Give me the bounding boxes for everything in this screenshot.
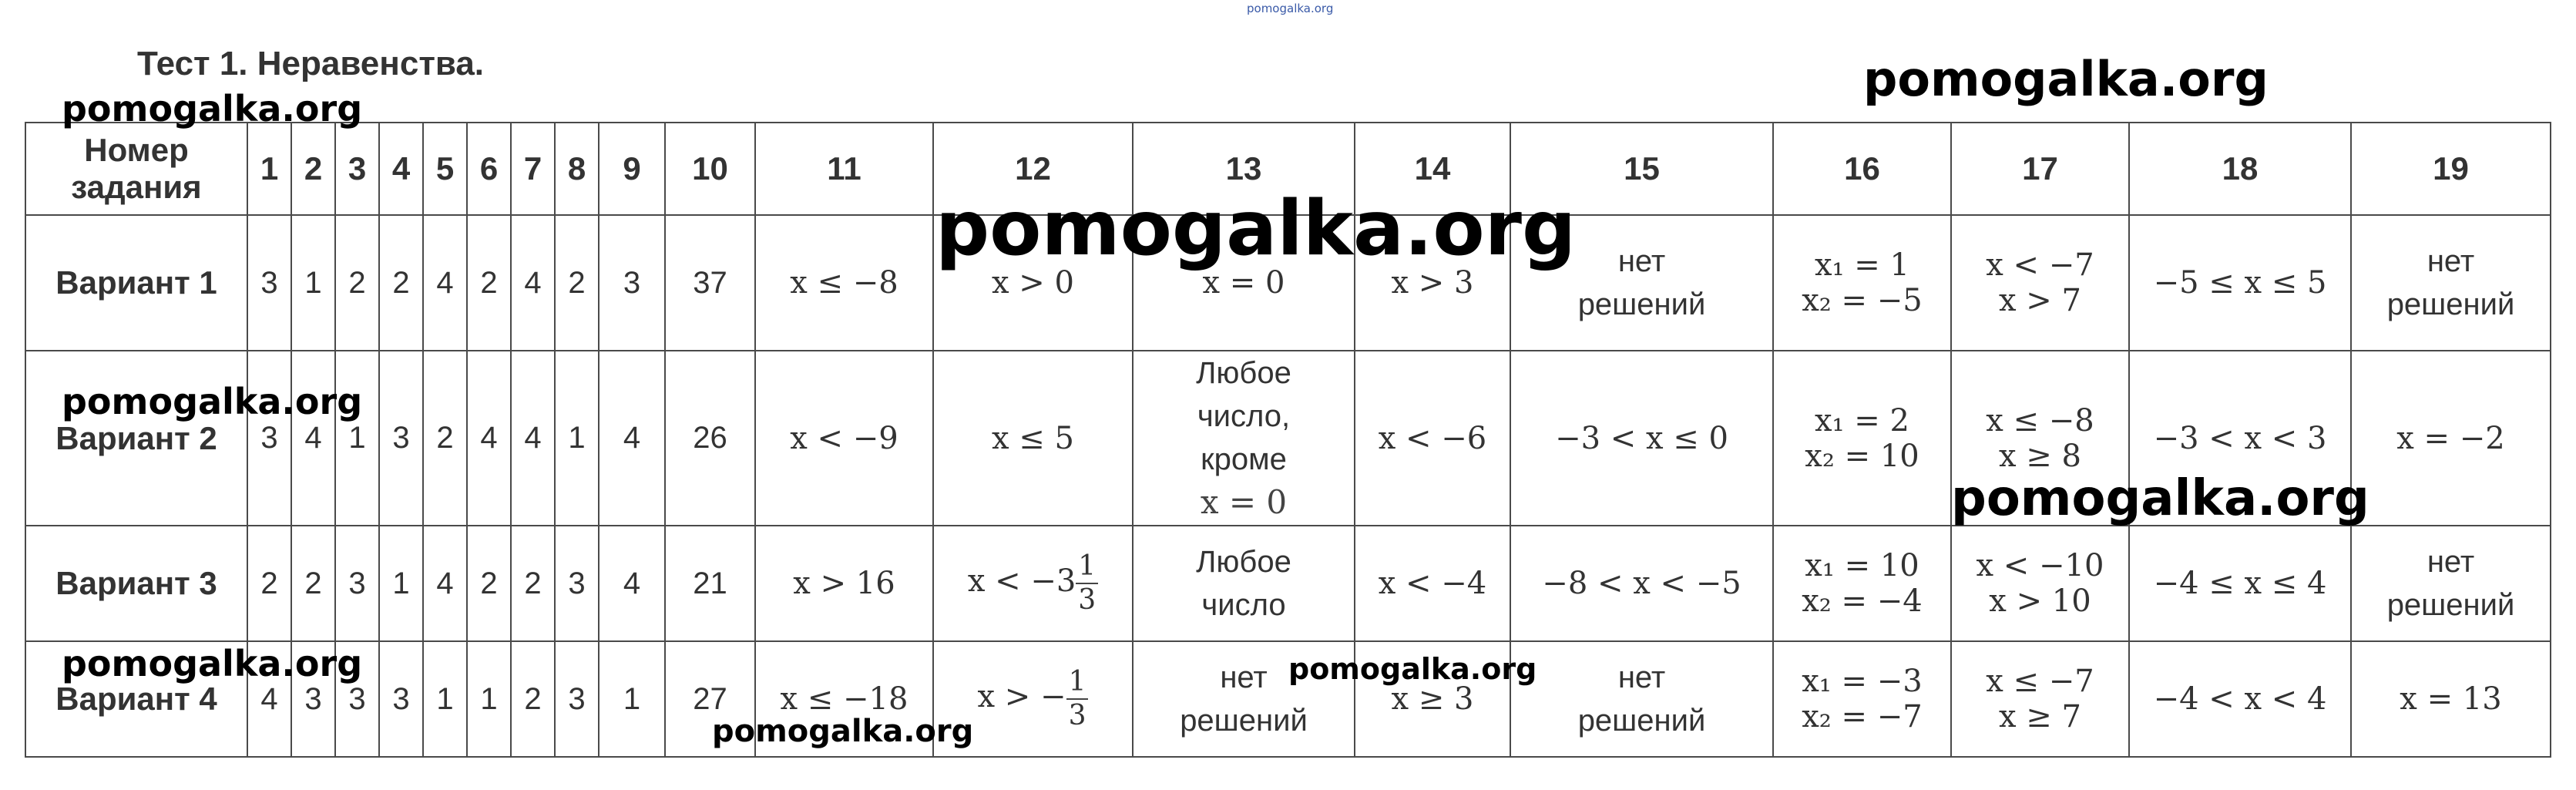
- answer-cell: 2: [379, 215, 423, 351]
- header-cell: 4: [379, 123, 423, 215]
- answer-cell: x = 0: [1133, 215, 1355, 351]
- answer-cell: x₁ = 1 x₂ = −5: [1773, 215, 1951, 351]
- header-cell: 6: [467, 123, 511, 215]
- answer-cell: 1: [379, 526, 423, 641]
- header-cell: 10: [665, 123, 755, 215]
- answer-cell: x < −6: [1355, 351, 1510, 526]
- answer-cell: 2: [423, 351, 467, 526]
- header-cell: 12: [933, 123, 1133, 215]
- answer-cell: x₁ = −3 x₂ = −7: [1773, 641, 1951, 757]
- answer-cell: 4: [467, 351, 511, 526]
- answer-cell: 3: [555, 526, 599, 641]
- header-cell: 15: [1510, 123, 1773, 215]
- header-cell: 11: [755, 123, 933, 215]
- page-title: Тест 1. Неравенства.: [137, 45, 485, 82]
- answer-cell: 4: [511, 215, 555, 351]
- answer-cell: 2: [467, 215, 511, 351]
- answer-cell: Любое число: [1133, 526, 1355, 641]
- watermark: pomogalka.org: [62, 88, 363, 129]
- answer-cell: 4: [247, 641, 291, 757]
- answer-cell: 3: [379, 641, 423, 757]
- answer-cell: 1: [555, 351, 599, 526]
- answer-cell: 1: [335, 351, 379, 526]
- answer-cell: 26: [665, 351, 755, 526]
- answer-cell: 2: [511, 641, 555, 757]
- answer-cell: x > 16: [755, 526, 933, 641]
- answer-cell: x < −7 x > 7: [1951, 215, 2129, 351]
- answer-cell: 21: [665, 526, 755, 641]
- watermark: pomogalka.org: [935, 185, 1577, 273]
- answer-cell: 3: [379, 351, 423, 526]
- answer-cell: x = −2: [2351, 351, 2551, 526]
- answer-cell: 37: [665, 215, 755, 351]
- answer-cell: нет решений: [2351, 526, 2551, 641]
- header-cell: 8: [555, 123, 599, 215]
- answer-cell: 3: [335, 641, 379, 757]
- answer-cell: x₁ = 10 x₂ = −4: [1773, 526, 1951, 641]
- answer-cell: 3: [247, 351, 291, 526]
- answer-cell: 3: [291, 641, 335, 757]
- answer-cell: −4 ≤ x ≤ 4: [2129, 526, 2351, 641]
- header-cell: 1: [247, 123, 291, 215]
- header-cell: 13: [1133, 123, 1355, 215]
- answer-cell: x = 13: [2351, 641, 2551, 757]
- header-cell: 14: [1355, 123, 1510, 215]
- answer-cell: 3: [247, 215, 291, 351]
- answer-cell: 3: [555, 641, 599, 757]
- answer-cell: нет решений: [2351, 215, 2551, 351]
- row-label: Вариант 3: [25, 526, 247, 641]
- answer-cell: 2: [335, 215, 379, 351]
- answer-cell: x ≤ −8: [755, 215, 933, 351]
- header-cell: 7: [511, 123, 555, 215]
- fraction: $\frac{1}{3}$: [1076, 550, 1098, 617]
- answer-cell: −8 < x < −5: [1510, 526, 1773, 641]
- row-label: Вариант 4: [25, 641, 247, 757]
- header-cell: 18: [2129, 123, 2351, 215]
- answer-cell: x < −10 x > 10: [1951, 526, 2129, 641]
- answer-cell: x ≤ −7 x ≥ 7: [1951, 641, 2129, 757]
- header-cell: 2: [291, 123, 335, 215]
- watermark: pomogalka.org: [62, 643, 363, 684]
- answer-cell: 2: [511, 526, 555, 641]
- watermark: pomogalka.org: [1288, 652, 1537, 686]
- header-cell: 9: [599, 123, 665, 215]
- answer-cell: x < −4: [1355, 526, 1510, 641]
- answer-cell: 4: [599, 351, 665, 526]
- header-cell: 17: [1951, 123, 2129, 215]
- watermark: pomogalka.org: [1951, 470, 2369, 527]
- fraction: $\frac{1}{3}$: [1066, 666, 1089, 732]
- answer-cell: нет решений: [1510, 215, 1773, 351]
- answer-cell: нет решений: [1510, 641, 1773, 757]
- answer-cell: x ≥ 3: [1355, 641, 1510, 757]
- watermark: pomogalka.org: [62, 381, 363, 422]
- answer-cell: 1: [423, 641, 467, 757]
- row-label: Вариант 1: [25, 215, 247, 351]
- answer-cell: 4: [423, 526, 467, 641]
- answer-cell: 4: [423, 215, 467, 351]
- header-cell: 5: [423, 123, 467, 215]
- answer-cell: x > 0: [933, 215, 1133, 351]
- answer-cell: x > − $\frac{1}{3}$: [933, 641, 1133, 757]
- answer-cell: 2: [467, 526, 511, 641]
- answer-cell: 3: [599, 215, 665, 351]
- answer-cell: −4 < x < 4: [2129, 641, 2351, 757]
- answer-cell: 27: [665, 641, 755, 757]
- answer-cell: 2: [247, 526, 291, 641]
- answer-cell: 1: [599, 641, 665, 757]
- answer-cell: −5 ≤ x ≤ 5: [2129, 215, 2351, 351]
- answer-cell: −3 < x ≤ 0: [1510, 351, 1773, 526]
- answer-cell: 4: [511, 351, 555, 526]
- watermark: pomogalka.org: [712, 714, 974, 749]
- table-row: [25, 526, 2551, 641]
- answer-cell: нет решений: [1133, 641, 1355, 757]
- answer-cell: 4: [291, 351, 335, 526]
- answer-cell: 2: [291, 526, 335, 641]
- header-cell: 19: [2351, 123, 2551, 215]
- top-watermark: pomogalka.org: [1247, 2, 1334, 15]
- answer-cell: x₁ = 2 x₂ = 10: [1773, 351, 1951, 526]
- answer-cell: Любое число, кроме x = 0: [1133, 351, 1355, 526]
- answer-cell: x ≤ 5: [933, 351, 1133, 526]
- answer-cell: 1: [291, 215, 335, 351]
- watermark: pomogalka.org: [1863, 51, 2269, 107]
- answer-cell: x < −9: [755, 351, 933, 526]
- row-label: Вариант 2: [25, 351, 247, 526]
- header-cell: 16: [1773, 123, 1951, 215]
- answer-cell: x ≤ −8 x ≥ 8: [1951, 351, 2129, 526]
- header-label-cell: Номер задания: [25, 123, 247, 215]
- header-cell: 3: [335, 123, 379, 215]
- answer-cell: 1: [467, 641, 511, 757]
- answer-cell: x ≤ −18: [755, 641, 933, 757]
- answer-cell: x > 3: [1355, 215, 1510, 351]
- answer-cell: 2: [555, 215, 599, 351]
- answer-cell: x < −3 $\frac{1}{3}$: [933, 526, 1133, 641]
- answer-cell: −3 < x < 3: [2129, 351, 2351, 526]
- answer-cell: 4: [599, 526, 665, 641]
- answer-cell: 3: [335, 526, 379, 641]
